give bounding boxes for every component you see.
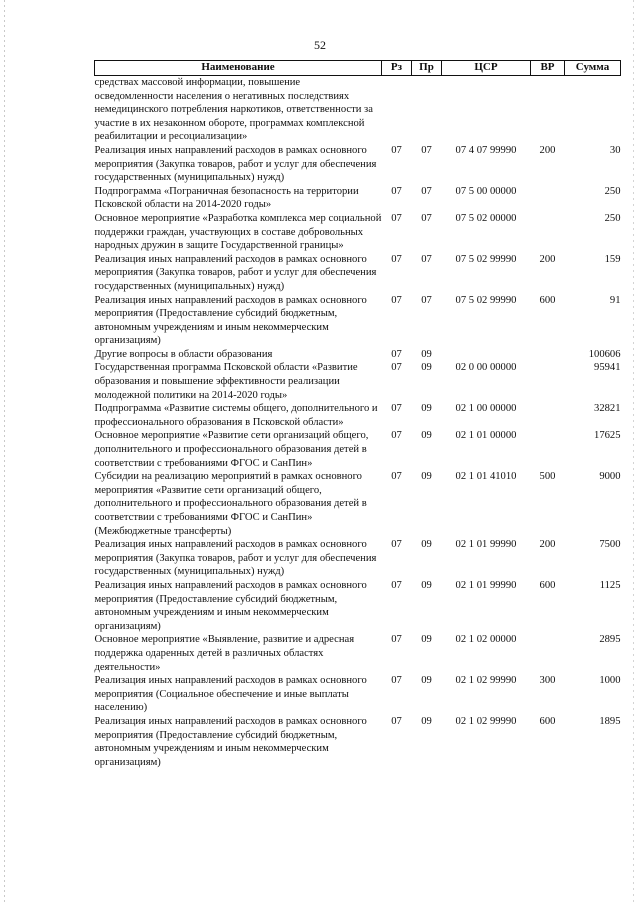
cell-pr: 09 [421, 471, 432, 483]
scan-edge-right [633, 0, 634, 905]
table-row [95, 361, 621, 402]
cell-sum: 32821 [594, 403, 621, 415]
header-csr: ЦСР [442, 61, 531, 76]
cell-name: Реализация иных направлений расходов в рамках основного мероприятия (Закупка товаров, работ и услуг для обеспечения государственных (муниципальных) нужд) [94, 144, 377, 184]
table-row [95, 348, 621, 362]
cell-rz: 07 [391, 430, 402, 442]
table-row [95, 715, 621, 769]
cell-csr: 02 1 01 99990 [455, 579, 517, 591]
table-row [95, 294, 621, 348]
cell-name: Реализация иных направлений расходов в рамках основного мероприятия (Социальное обеспечение и иные выплаты населению) [94, 675, 367, 714]
cell-csr: 07 5 02 00000 [455, 212, 517, 224]
header-sum: Сумма [565, 61, 621, 76]
table-row [95, 76, 621, 144]
table-header-row [95, 61, 621, 76]
header-name: Наименование [95, 61, 382, 76]
cell-pr [412, 76, 442, 144]
cell-vr: 200 [539, 253, 556, 265]
cell-csr: 02 1 01 99990 [455, 539, 517, 551]
cell-pr: 07 [421, 212, 432, 224]
cell-sum: 2895 [599, 634, 621, 646]
cell-rz: 07 [391, 471, 402, 483]
cell-rz: 07 [391, 539, 402, 551]
cell-name: Реализация иных направлений расходов в рамках основного мероприятия (Закупка товаров, работ и услуг для обеспечения государственных (муниципальных) нужд) [94, 253, 377, 292]
cell-name: средствах массовой информации, повышение осведомленности населения о негативных последствиях немедицинского потребления наркотиков, ответственности за участие в их незаконном обороте, программах комплексной реабилитации и ресоциализации» [94, 77, 373, 143]
cell-pr: 09 [421, 715, 432, 727]
cell-vr [531, 185, 565, 212]
cell-rz: 07 [391, 634, 402, 646]
cell-pr: 07 [421, 185, 432, 197]
cell-csr: 07 4 07 99990 [455, 144, 517, 156]
cell-vr [531, 402, 565, 429]
table-row [95, 429, 621, 470]
cell-rz: 07 [391, 212, 402, 224]
cell-rz: 07 [391, 675, 402, 687]
cell-sum: 1125 [599, 579, 621, 591]
cell-name: Другие вопросы в области образования [94, 348, 273, 360]
cell-name: Основное мероприятие «Выявление, развитие и адресная поддержка одаренных детей в различных областях деятельности» [94, 634, 355, 673]
cell-name: Основное мероприятие «Разработка комплекса мер социальной поддержки граждан, участвующих в составе добровольных народных дружин в защите Государственной границы» [94, 212, 382, 252]
cell-csr: 02 0 00 00000 [455, 362, 517, 374]
cell-sum: 250 [604, 185, 621, 197]
cell-vr: 600 [539, 579, 556, 591]
cell-pr: 07 [421, 294, 432, 306]
cell-csr: 02 1 02 00000 [455, 634, 517, 646]
cell-sum: 17625 [594, 430, 621, 442]
table-row [95, 470, 621, 538]
cell-rz: 07 [391, 185, 402, 197]
cell-csr [442, 76, 531, 144]
cell-pr: 09 [421, 430, 432, 442]
cell-rz: 07 [391, 253, 402, 265]
cell-vr [531, 212, 565, 253]
table-row [95, 212, 621, 253]
cell-sum: 1895 [599, 715, 621, 727]
cell-csr: 02 1 02 99990 [455, 675, 517, 687]
cell-name: Государственная программа Псковской области «Развитие образования и повышение эффективности реализации молодежной политики на 2014-2020 годы» [94, 362, 358, 401]
cell-csr: 02 1 01 41010 [455, 471, 517, 483]
cell-csr: 07 5 02 99990 [455, 294, 517, 306]
budget-table [94, 60, 621, 769]
cell-rz: 07 [391, 403, 402, 415]
cell-vr: 500 [539, 471, 556, 483]
cell-pr: 09 [421, 362, 432, 374]
cell-pr: 09 [421, 348, 432, 360]
cell-pr: 09 [421, 634, 432, 646]
cell-rz: 07 [391, 348, 402, 360]
cell-vr [531, 76, 565, 144]
cell-vr: 300 [539, 675, 556, 687]
cell-rz: 07 [391, 579, 402, 591]
cell-sum: 91 [609, 294, 621, 306]
cell-sum: 159 [604, 253, 621, 265]
table-row [95, 538, 621, 579]
cell-rz: 07 [391, 715, 402, 727]
table-row [95, 674, 621, 715]
cell-vr: 200 [539, 539, 556, 551]
cell-name: Реализация иных направлений расходов в рамках основного мероприятия (Предоставление субсидий бюджетным, автономным учреждениям и иным некоммерческим организациям) [94, 294, 367, 347]
cell-pr: 09 [421, 403, 432, 415]
header-rz: Рз [382, 61, 412, 76]
cell-sum: 1000 [599, 675, 621, 687]
cell-sum [565, 76, 621, 144]
header-pr: Пр [412, 61, 442, 76]
cell-csr: 02 1 02 99990 [455, 715, 517, 727]
cell-name: Реализация иных направлений расходов в рамках основного мероприятия (Предоставление субсидий бюджетным, автономным учреждениям и иным некоммерческим организациям) [94, 715, 367, 768]
cell-sum: 250 [604, 212, 621, 224]
cell-sum: 9000 [599, 471, 621, 483]
cell-vr [531, 429, 565, 470]
table-row [95, 185, 621, 212]
page-number: 52 [314, 38, 326, 52]
cell-vr: 200 [539, 144, 556, 156]
cell-csr: 07 5 02 99990 [455, 253, 517, 265]
table-row [95, 633, 621, 674]
cell-vr: 600 [539, 294, 556, 306]
cell-pr: 09 [421, 675, 432, 687]
cell-sum: 100606 [588, 348, 621, 360]
cell-vr [531, 633, 565, 674]
cell-pr: 07 [421, 253, 432, 265]
cell-rz [382, 76, 412, 144]
cell-name: Реализация иных направлений расходов в рамках основного мероприятия (Закупка товаров, работ и услуг для обеспечения государственных (муниципальных) нужд) [94, 539, 377, 578]
cell-csr: 02 1 00 00000 [455, 403, 517, 415]
cell-vr: 600 [539, 715, 556, 727]
header-vr: ВР [531, 61, 565, 76]
cell-name: Реализация иных направлений расходов в рамках основного мероприятия (Предоставление субсидий бюджетным, автономным учреждениям и иным некоммерческим организациям) [94, 579, 367, 632]
cell-rz: 07 [391, 144, 402, 156]
cell-csr: 02 1 01 00000 [455, 430, 517, 442]
cell-name: Основное мероприятие «Развитие сети организаций общего, дополнительного и профессионального образования детей в соответствии с требованиями ФГОС и СанПин» [94, 430, 369, 469]
scan-edge-left [4, 0, 5, 905]
cell-name: Подпрограмма «Развитие системы общего, дополнительного и профессионального образования в Псковской области» [94, 403, 378, 428]
cell-pr: 09 [421, 539, 432, 551]
cell-pr: 07 [421, 144, 432, 156]
cell-sum: 30 [609, 144, 621, 156]
table-row [95, 402, 621, 429]
table-row [95, 253, 621, 294]
table-row [95, 144, 621, 185]
cell-csr [442, 348, 531, 362]
cell-rz: 07 [391, 362, 402, 374]
cell-name: Подпрограмма «Пограничная безопасность на территории Псковской области на 2014-2020 годы» [94, 185, 359, 211]
cell-vr [531, 361, 565, 402]
cell-rz: 07 [391, 294, 402, 306]
cell-vr [531, 348, 565, 362]
table-row [95, 579, 621, 633]
cell-sum: 7500 [599, 539, 621, 551]
cell-name: Субсидии на реализацию мероприятий в рамках основного мероприятия «Развитие сети организаций общего, дополнительного и профессионального образования детей в соответствии с требованиями ФГОС и СанПин» (Межбюджетные трансферты) [94, 471, 367, 537]
cell-sum: 95941 [594, 362, 621, 374]
cell-pr: 09 [421, 579, 432, 591]
cell-csr: 07 5 00 00000 [455, 185, 517, 197]
